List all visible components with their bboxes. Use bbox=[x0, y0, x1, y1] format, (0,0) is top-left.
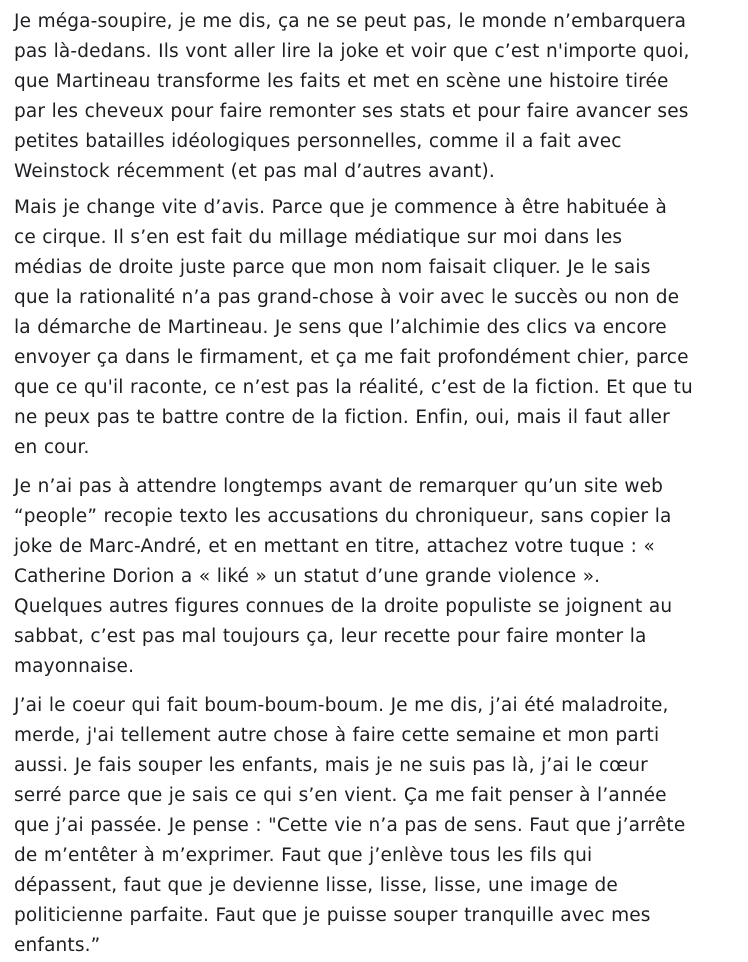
text-line: par les cheveux pour faire remonter ses stats et pour faire avancer ses bbox=[14, 101, 689, 122]
paragraph-1 bbox=[14, 7, 690, 187]
text-line: politicienne parfaite. Faut que je puisse souper tranquille avec mes bbox=[14, 905, 651, 926]
text-line: la démarche de Martineau. Je sens que l’alchimie des clics va encore bbox=[14, 317, 667, 338]
text-line: Catherine Dorion a « liké » un statut d’une grande violence ». bbox=[14, 566, 601, 587]
text-line: ce cirque. Il s’en est fait du millage médiatique sur moi dans les bbox=[14, 227, 623, 248]
text-line: Je n’ai pas à attendre longtemps avant de remarquer qu’un site web bbox=[14, 476, 664, 497]
text-line: Je méga-soupire, je me dis, ça ne se peut pas, le monde n’embarquera bbox=[14, 11, 687, 32]
text-line: mayonnaise. bbox=[14, 656, 135, 677]
text-line: sabbat, c’est pas mal toujours ça, leur recette pour faire monter la bbox=[14, 626, 647, 647]
text-line: Mais je change vite d’avis. Parce que je commence à être habituée à bbox=[14, 197, 667, 218]
text-line: que la rationalité n’a pas grand-chose à voir avec le succès ou non de bbox=[14, 287, 680, 308]
text-line: envoyer ça dans le firmament, et ça me fait profondément chier, parce bbox=[14, 347, 689, 368]
paragraph-4 bbox=[14, 691, 685, 961]
text-line: “people” recopie texto les accusations du chroniqueur, sans copier la bbox=[14, 506, 672, 527]
text-line: enfants.” bbox=[14, 935, 101, 956]
text-line: serré parce que je sais ce qui s’en vient. Ça me fait penser à l’année bbox=[14, 785, 667, 806]
text-line: pas là-dedans. Ils vont aller lire la joke et voir que c’est n'importe quoi, bbox=[14, 41, 690, 62]
paragraph-2 bbox=[14, 193, 693, 463]
text-line: Quelques autres figures connues de la droite populiste se joignent au bbox=[14, 596, 673, 617]
text-line: petites batailles idéologiques personnelles, comme il a fait avec bbox=[14, 131, 622, 152]
text-line: J’ai le coeur qui fait boum-boum-boum. Je me dis, j’ai été maladroite, bbox=[14, 695, 669, 716]
text-line: que j’ai passée. Je pense : "Cette vie n’a pas de sens. Faut que j’arrête bbox=[14, 815, 686, 836]
text-line: dépassent, faut que je devienne lisse, lisse, lisse, une image de bbox=[14, 875, 618, 896]
text-line: de m’entêter à m’exprimer. Faut que j’enlève tous les fils qui bbox=[14, 845, 593, 866]
text-line: aussi. Je fais souper les enfants, mais je ne suis pas là, j’ai le cœur bbox=[14, 755, 648, 776]
text-line: merde, j'ai tellement autre chose à faire cette semaine et mon parti bbox=[14, 725, 660, 746]
text-line: joke de Marc-André, et en mettant en titre, attachez votre tuque : « bbox=[14, 536, 655, 557]
text-line: médias de droite juste parce que mon nom faisait cliquer. Je le sais bbox=[14, 257, 651, 278]
text-line: en cour. bbox=[14, 437, 90, 458]
text-line: ne peux pas te battre contre de la fiction. Enfin, oui, mais il faut aller bbox=[14, 407, 670, 428]
paragraph-3 bbox=[14, 472, 672, 682]
text-line: que ce qu'il raconte, ce n’est pas la réalité, c’est de la fiction. Et que tu bbox=[14, 377, 693, 398]
text-line: Weinstock récemment (et pas mal d’autres avant). bbox=[14, 161, 495, 182]
text-line: que Martineau transforme les faits et met en scène une histoire tirée bbox=[14, 71, 669, 92]
